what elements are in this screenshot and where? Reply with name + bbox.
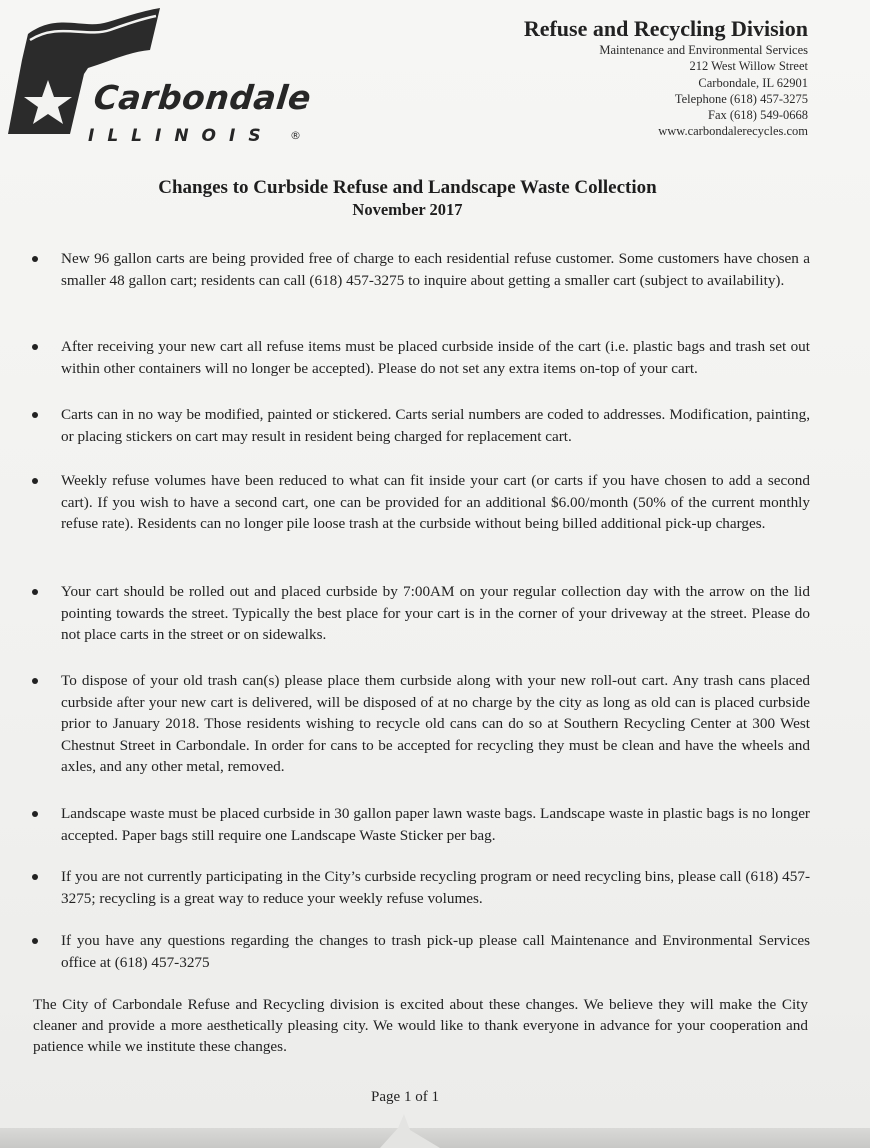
bullet-text: Weekly refuse volumes have been reduced to what can fit inside your cart (or carts if you have chosen to add a second cart). If you wish to have a second cart, one can be provided for an additional $6.00/month (50% of the current monthly refuse rate). Residents can no longer pile loose trash at the curbside without being billed additional pick-up charges. bbox=[61, 472, 810, 532]
bullet-dot-icon bbox=[32, 256, 38, 262]
bullet-item bbox=[30, 670, 810, 778]
logo-state-name: ILLINOIS bbox=[88, 126, 274, 146]
bullet-dot-icon bbox=[32, 938, 38, 944]
bullet-item bbox=[30, 866, 810, 909]
bullet-text: Carts can in no way be modified, painted or stickered. Carts serial numbers are coded to addresses. Modification, painting, or placing stickers on cart may result in resident being charged for replacement cart. bbox=[61, 406, 810, 445]
bullet-item bbox=[30, 336, 810, 379]
bullet-text: Your cart should be rolled out and placed curbside by 7:00AM on your regular collection day with the arrow on the lid pointing towards the street. Typically the best place for your cart is in the corner of your driveway at the street. Please do not place carts in the street or on sidewalks. bbox=[61, 583, 810, 643]
bullet-dot-icon bbox=[32, 412, 38, 418]
address-website: www.carbondalerecycles.com bbox=[658, 124, 808, 139]
bullet-dot-icon bbox=[32, 874, 38, 880]
bullet-item bbox=[30, 930, 810, 973]
carbondale-logo bbox=[8, 8, 314, 148]
bullet-text: Landscape waste must be placed curbside in 30 gallon paper lawn waste bags. Landscape waste in plastic bags is no longer accepted. Paper bags still require one Landscape Waste Sticker per bag. bbox=[61, 805, 810, 844]
document-date: November 2017 bbox=[352, 200, 463, 219]
bullet-item bbox=[30, 581, 810, 646]
bullet-item bbox=[30, 803, 810, 846]
address-block bbox=[599, 42, 808, 140]
address-street: 212 West Willow Street bbox=[689, 59, 808, 74]
page-number: Page 1 of 1 bbox=[371, 1089, 439, 1105]
paper-tear-icon bbox=[380, 1114, 440, 1148]
bullet-text: New 96 gallon carts are being provided free of charge to each residential refuse customer. Some customers have chosen a smaller 48 gallon cart; residents can call (618) 457-3275 to inquire about getting a smaller cart (subject to availability). bbox=[61, 250, 810, 289]
bullet-text: After receiving your new cart all refuse items must be placed curbside inside of the cart (i.e. plastic bags and trash set out within other containers will no longer be accepted). Please do not set any extra items on-top of your cart. bbox=[61, 338, 810, 377]
address-telephone: Telephone (618) 457-3275 bbox=[674, 91, 808, 106]
bullet-dot-icon bbox=[32, 478, 38, 484]
bullet-dot-icon bbox=[32, 344, 38, 350]
closing-paragraph: The City of Carbondale Refuse and Recycling division is excited about these changes. We believe they will make the City cleaner and provide a more aesthetically pleasing city. We would like to thank everyone in advance for your cooperation and patience while we institute these changes. bbox=[33, 996, 808, 1055]
bullet-dot-icon bbox=[32, 589, 38, 595]
address-fax: Fax (618) 549-0668 bbox=[708, 108, 808, 123]
bullet-item bbox=[30, 470, 810, 535]
logo-city-name: Carbondale bbox=[91, 78, 314, 117]
flag-star-logo-icon bbox=[8, 8, 178, 138]
division-title: Refuse and Recycling Division bbox=[523, 16, 808, 41]
registered-mark: ® bbox=[290, 129, 301, 142]
address-city: Carbondale, IL 62901 bbox=[698, 75, 808, 90]
address-department: Maintenance and Environmental Services bbox=[599, 43, 808, 57]
bullet-text: If you are not currently participating in the City’s curbside recycling program or need recycling bins, please call (618) 457-3275; recycling is a great way to reduce your weekly refuse volumes. bbox=[61, 868, 810, 907]
document-title: Changes to Curbside Refuse and Landscape Waste Collection bbox=[158, 177, 657, 198]
bullet-item bbox=[30, 404, 810, 447]
bullet-text: If you have any questions regarding the changes to trash pick-up please call Maintenance and Environmental Services office at (618) 457-3275 bbox=[61, 932, 810, 971]
bullet-item bbox=[30, 248, 810, 291]
bullet-dot-icon bbox=[32, 811, 38, 817]
bullet-dot-icon bbox=[32, 678, 38, 684]
bullet-text: To dispose of your old trash can(s) please place them curbside along with your new roll-out cart. Any trash cans placed curbside after your new cart is delivered, will be disposed of at no charge by the city as long as old can is placed curbside prior to January 2018. Those residents wishing to recycle old cans can do so at Southern Recycling Center at 300 West Chestnut Street in Carbondale. In order for cans to be accepted for recycling they must be clean and have the wheels and axles, and any other metal, removed. bbox=[61, 672, 810, 775]
